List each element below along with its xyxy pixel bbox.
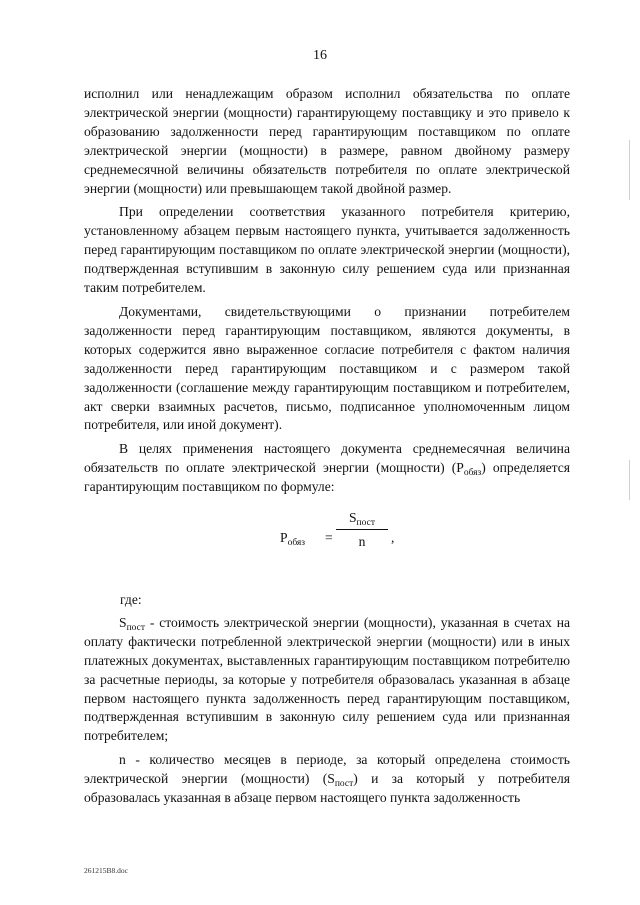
definition-n: n - количество месяцев в периоде, за который определена стоимость электрической энергии (мощности) $(S_{пост})$ и за который у потребителя образовалась указанная в абзаце первом настоящего пункта задолженность (84, 752, 570, 806)
paragraph-3: Документами, свидетельствующими о признании потребителем задолженности перед гарантирующим поставщиком, являются документы, в которых содержится явно выраженное согласие потребителя с фактом наличия задолженности перед гарантирующим поставщиком и с размером такой задолженности (соглашение между гарантирующим поставщиком и потребителем, акт сверки взаимных расчетов, письмо, подписанное уполномоченным лицом потребителя, или иной документ). (84, 303, 570, 433)
formula-equals: = (325, 530, 333, 546)
symbol-p: P (456, 460, 464, 476)
paragraph-2: При определении соответствия указанного потребителя критерию, установленному абзацем первым настоящего пункта, учитывается задолженность перед гарантирующим поставщиком по оплате электрической энергии (мощности), подтвержденная вступившим в законную силу решением суда или признанная таким потребителем. (84, 204, 570, 296)
scan-margin-mark (629, 460, 630, 500)
scan-margin-mark (629, 140, 630, 200)
paragraph-1: исполнил или ненадлежащим образом исполнил обязательства по оплате электрической энергии (мощности) гарантирующему поставщику и это привело к образованию задолженности перед гарантирующим поставщиком по оплате электрической энергии (мощности) в размере, равном двойному размеру среднемесячной величины обязательств потребителя по оплате электрической энергии (мощности) или превышающем такой двойной размер. (84, 86, 570, 196)
footer-filename: 261215B8.doc (84, 866, 128, 875)
paragraph-4-text: В целях применения настоящего документа среднемесячная величина обязательств по оплате электрической энергии (мощности) ( (84, 441, 570, 476)
formula (84, 509, 570, 571)
formula-denominator: n (358, 533, 366, 549)
where-label: где: (120, 592, 142, 608)
symbol-p-subscript: обяз (463, 468, 482, 479)
definition-s-post: $S_{пост}$ - стоимость электрической энергии (мощности), указанная в счетах на оплату фактически потребленной электрической энергии (мощности) или в иных платежных документах, выставленных гарантирующим поставщиком потребителю за расчетные периоды, за которые у потребителя образовалась указанная в абзаце первом настоящего пункта задолженность перед гарантирующим поставщиком, подтвержденная вступившим в законную силу решением суда или признанная потребителем; (84, 614, 570, 744)
formula-fraction (336, 509, 388, 552)
formula-comma: , (391, 530, 395, 546)
document-body (84, 85, 570, 813)
page-number: 16 (313, 48, 327, 63)
formula-lhs: $P_{обяз}$ (280, 530, 306, 549)
formula-numerator: $S_{пост}$ (336, 509, 388, 530)
paragraph-4 (84, 440, 570, 497)
paragraph-4-end: ) определяется гарантирующим поставщиком по формуле: (84, 460, 570, 495)
